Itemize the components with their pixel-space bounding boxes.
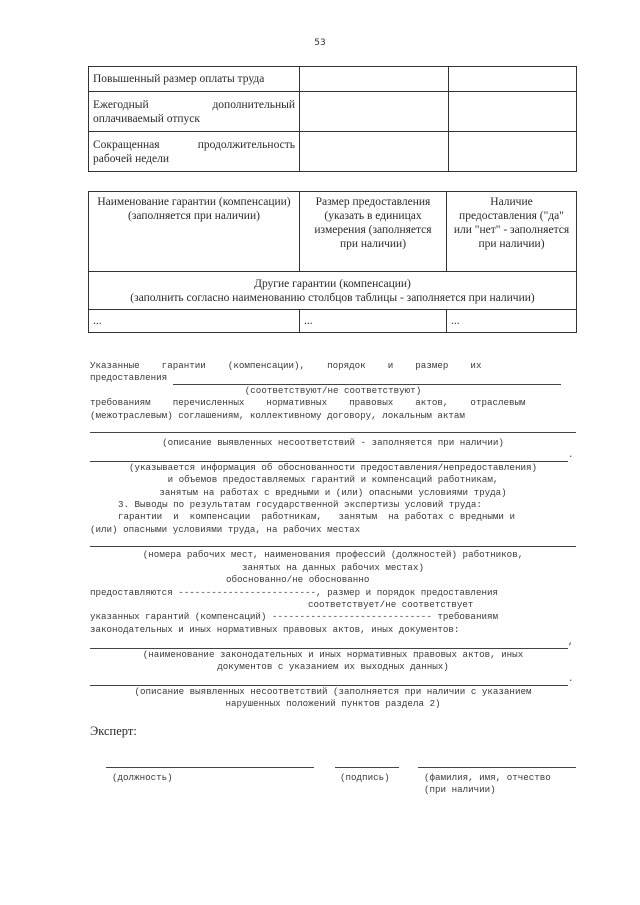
body-line: нарушенных положений пунктов раздела 2) <box>225 698 441 710</box>
body-line: . <box>90 673 576 685</box>
table-row <box>89 310 577 333</box>
body-line: . <box>90 449 576 461</box>
page-number: 53 <box>314 38 326 48</box>
row-label: Сокращенная продолжительность рабочей недели <box>89 132 300 172</box>
body-line: Указанные гарантии (компенсации), порядок и размер их <box>90 360 482 371</box>
row-value-cell[interactable] <box>449 92 577 132</box>
section-row <box>89 272 577 310</box>
fill-line[interactable] <box>90 430 576 433</box>
table-header-row <box>89 192 577 272</box>
position-caption: (должность) <box>112 772 173 783</box>
guarantees-table <box>88 66 577 172</box>
body-line: документов с указанием их выходных данных) <box>217 660 449 672</box>
signature-caption: (подпись) <box>340 772 390 783</box>
column-header: Размер предоставления (указать в единицах измерения (заполняется при наличии) <box>300 192 447 272</box>
body-line: указанных гарантий (компенсаций) ----------------------------- требованиям <box>90 611 498 623</box>
signature-line[interactable] <box>335 767 399 768</box>
body-line: гарантии и компенсации работникам, занятым на работах с вредными и <box>118 511 515 523</box>
body-line: обоснованно/не обоснованно <box>226 574 370 586</box>
body-line: (указывается информация об обоснованности предоставления/непредоставления) <box>129 461 537 473</box>
fill-line[interactable] <box>90 544 576 547</box>
row-label: Ежегодный дополнительный оплачиваемый отпуск <box>89 92 300 132</box>
column-header: Наличие предоставления ("да" или "нет" - заполняется при наличии) <box>447 192 577 272</box>
body-line: требованиям перечисленных нормативных правовых актов, отраслевым <box>90 397 526 409</box>
body-line: , <box>90 636 576 648</box>
row-value-cell[interactable] <box>449 67 577 92</box>
row-value-cell[interactable] <box>300 92 449 132</box>
fill-line[interactable] <box>90 453 568 462</box>
body-line: (наименование законодательных и иных нормативных правовых актов, иных <box>142 648 524 660</box>
body-line: (описание выявленных несоответствий - заполняется при наличии) <box>162 437 504 449</box>
body-line: (номера рабочих мест, наименования профессий (должностей) работников, <box>142 549 524 561</box>
body-line: занятым на работах с вредными и (или) опасными условиями труда) <box>159 486 507 498</box>
row-value-cell[interactable] <box>300 67 449 92</box>
fill-line[interactable] <box>173 374 561 385</box>
table-cell[interactable]: ... <box>89 310 300 333</box>
expert-label: Эксперт: <box>90 724 137 738</box>
body-line: и объемов предоставляемых гарантий и компенсаций работникам, <box>167 474 499 486</box>
table-cell[interactable]: ... <box>447 310 577 333</box>
body-line: (описание выявленных несоответствий (заполняется при наличии с указанием <box>134 685 532 697</box>
body-line: предоставляются -------------------------, размер и порядок предоставления <box>90 586 498 598</box>
other-guarantees-table <box>88 191 577 333</box>
name-caption-2: (при наличии) <box>424 784 496 795</box>
column-header: Наименование гарантии (компенсации) (заполняется при наличии) <box>89 192 300 272</box>
section-title: Другие гарантии (компенсации) (заполнить согласно наименованию столбцов таблицы - заполняется при наличии) <box>89 272 577 310</box>
fill-line[interactable] <box>90 640 568 649</box>
body-line: 3. Выводы по результатам государственной экспертизы условий труда: <box>118 499 482 511</box>
body-line: законодательных и иных нормативных правовых актов, иных документов: <box>90 623 460 635</box>
table-row <box>89 92 577 132</box>
row-value-cell[interactable] <box>300 132 449 172</box>
table-row <box>89 67 577 92</box>
position-line[interactable] <box>106 767 314 768</box>
body-line: соответствует/не соответствует <box>308 598 474 610</box>
body-line: занятых на данных рабочих местах) <box>242 561 424 573</box>
body-line: предоставления <box>90 372 576 384</box>
name-caption: (фамилия, имя, отчество <box>424 772 551 783</box>
fill-line[interactable] <box>90 679 568 686</box>
body-line: (или) опасными условиями труда, на рабочих местах <box>90 523 361 535</box>
row-value-cell[interactable] <box>449 132 577 172</box>
form-body <box>90 360 576 711</box>
name-line[interactable] <box>418 767 576 768</box>
table-cell[interactable]: ... <box>300 310 447 333</box>
row-label: Повышенный размер оплаты труда <box>89 67 300 92</box>
table-row <box>89 132 577 172</box>
body-line: (межотраслевым) соглашениям, коллективному договору, локальным актам <box>90 409 465 421</box>
body-line: (соответствуют/не соответствуют) <box>244 384 422 396</box>
